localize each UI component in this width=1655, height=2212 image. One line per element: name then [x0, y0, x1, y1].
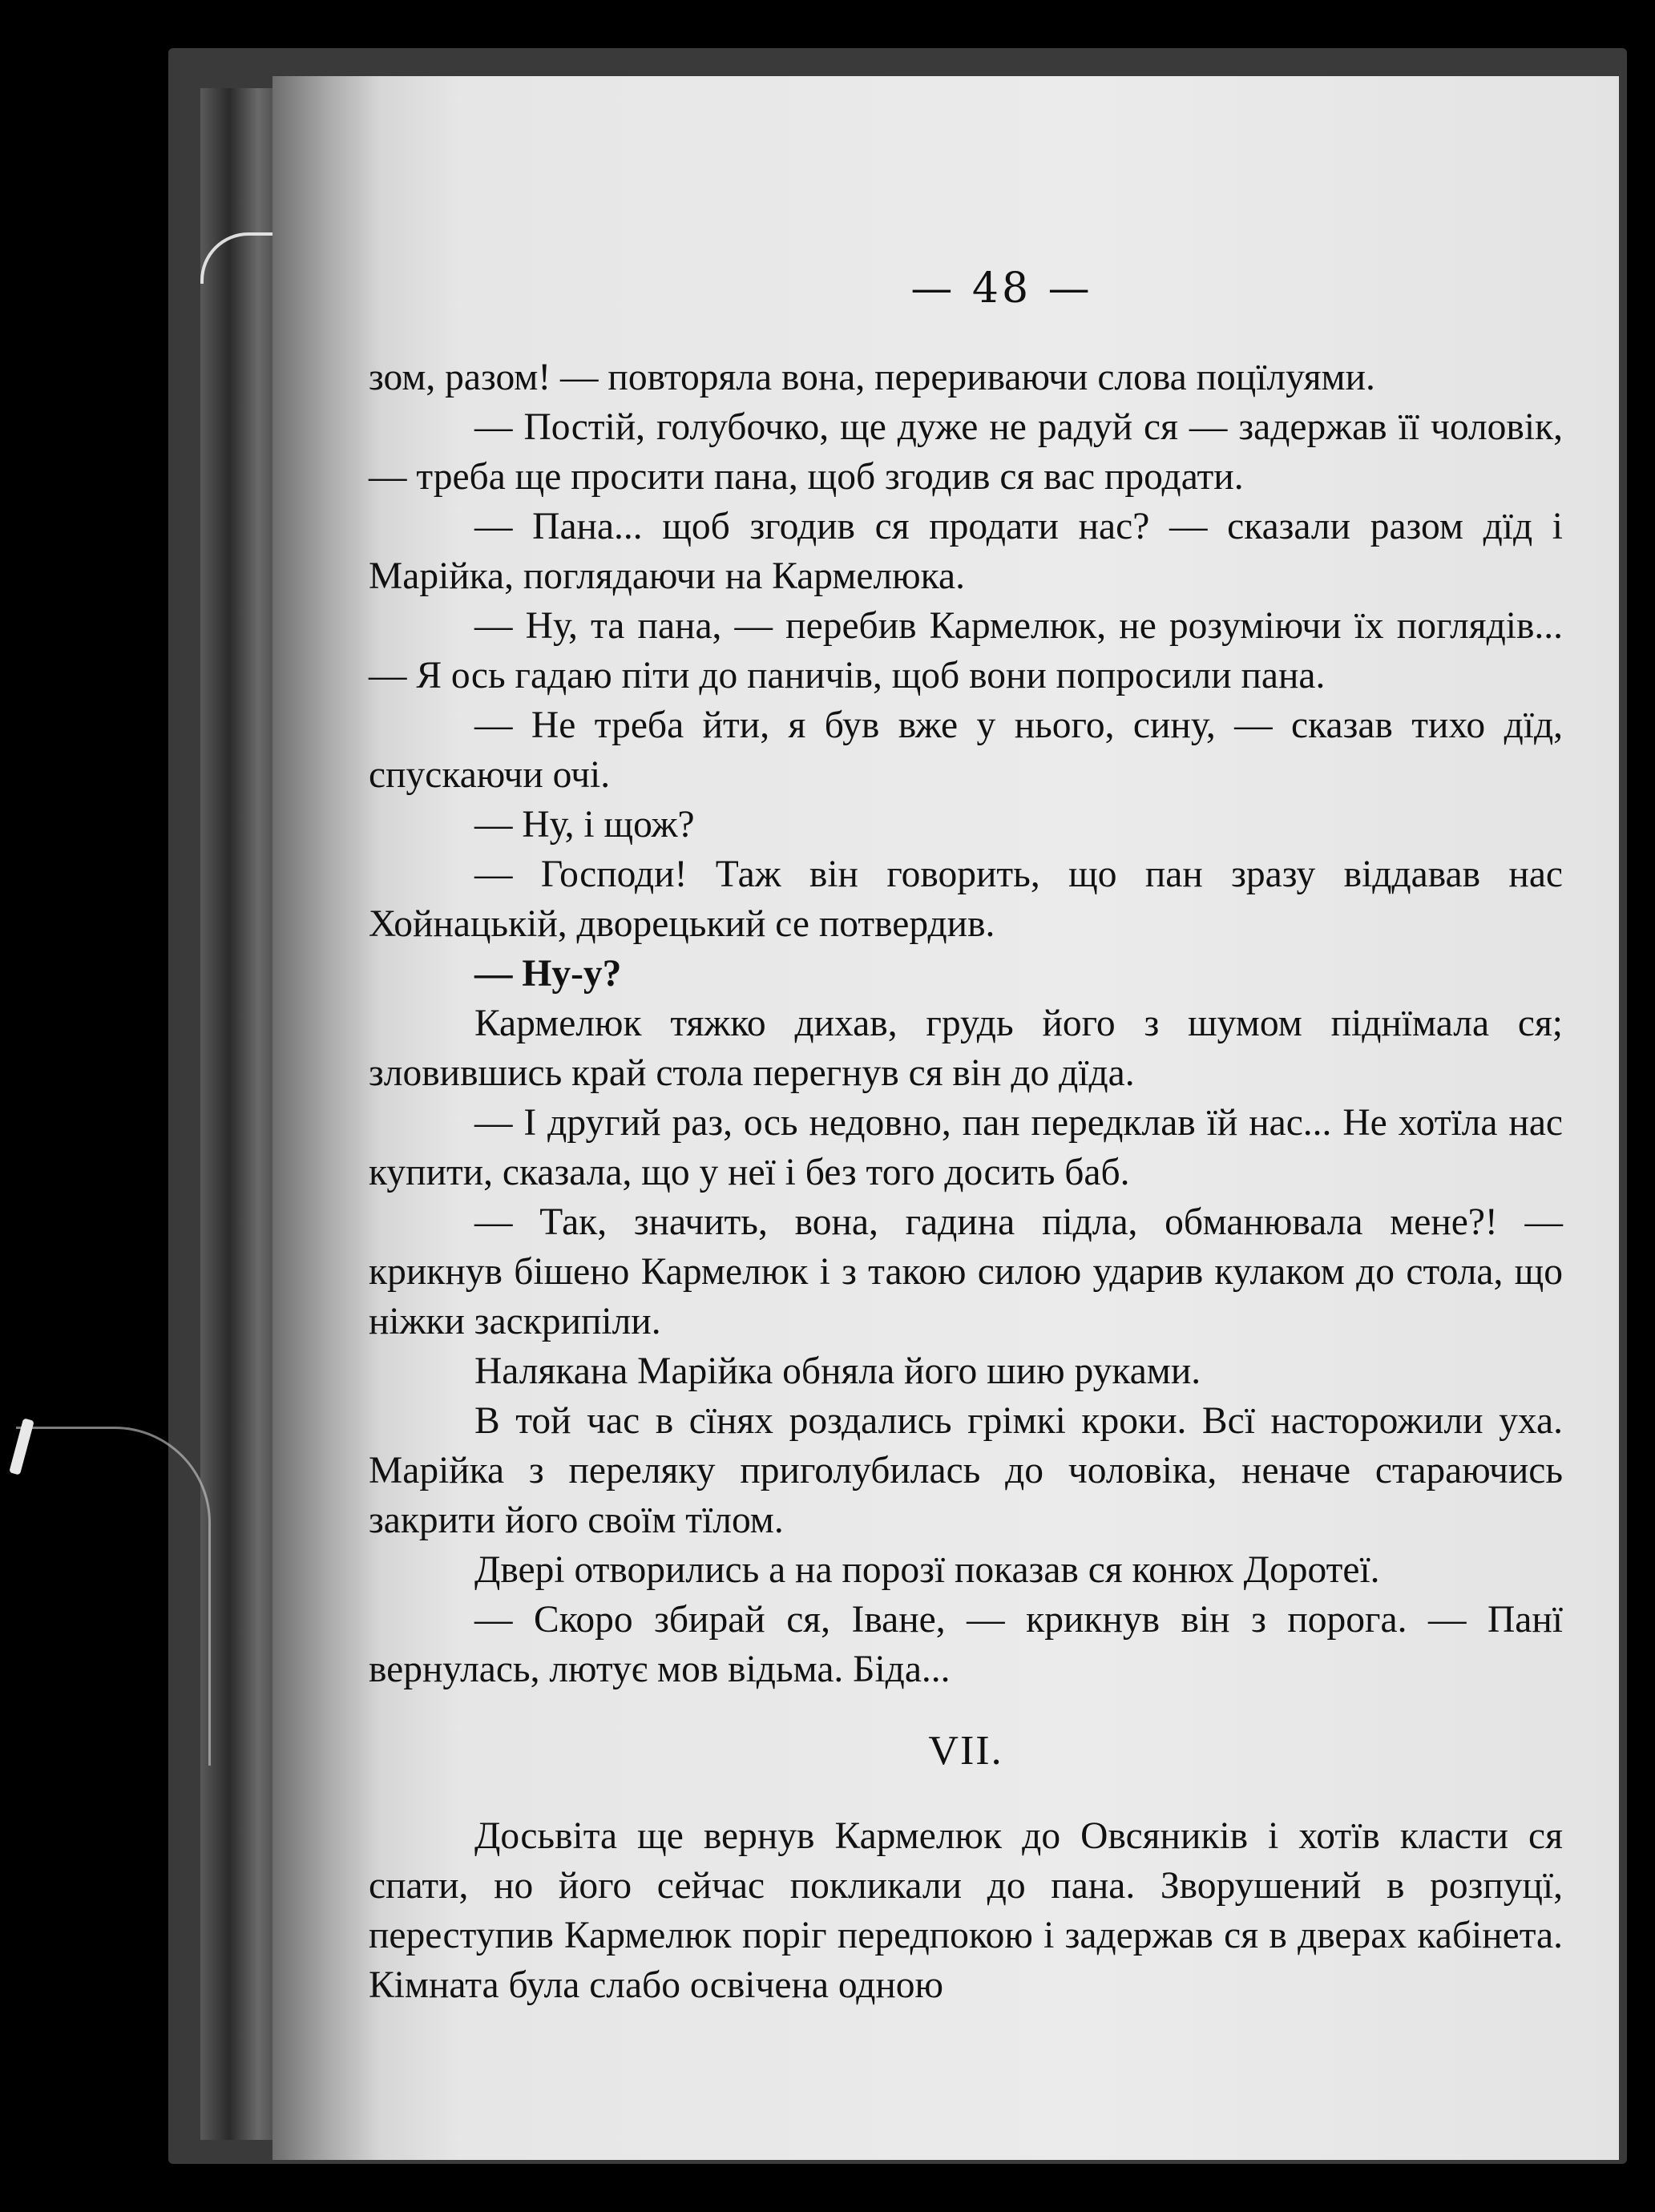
- chapter-paragraph-group: [369, 1811, 1563, 2010]
- text-body: [369, 353, 1563, 2010]
- paragraph: Налякана Марійка обняла його шию руками.: [474, 1350, 1201, 1392]
- paragraph: — Так, значить, вона, гадина підла, обманювала мене?! — крикнув бішено Кармелюк і з такою силою ударив кулаком до стола, що ніжки заскрипіли.: [369, 1201, 1563, 1342]
- paragraph: Кармелюк тяжко дихав, грудь його з шумом піднїмала ся; зловившись край стола перегнув ся він до дїда.: [369, 1003, 1563, 1094]
- paragraph: — Пана... щоб згодив ся продати нас? — сказали разом дїд і Марійка, поглядаючи на Кармелюка.: [369, 506, 1563, 597]
- paragraph: — Постій, голубочко, ще дуже не радуй ся — задержав її чоловік, — треба ще просити пана, щоб згодив ся вас продати.: [369, 406, 1563, 498]
- paragraph-group: [369, 353, 1563, 1694]
- paragraph: — Ну, і щож?: [474, 804, 695, 846]
- paragraph: Двері отворились а на порозї показав ся конюх Доротеї.: [474, 1549, 1380, 1591]
- paragraph: Досьвіта ще вернув Кармелюк до Овсяників і хотїв класти ся спати, но його сейчас покликали до пана. Зворушений в розпуцї, переступив Кармелюк поріг передпокою і задержав ся в дверах кабінета. Кімната була слабо освічена одною: [369, 1815, 1563, 2006]
- paragraph: — Господи! Таж він говорить, що пан зразу віддавав нас Хойнацькій, дворецький се потвердив.: [369, 854, 1563, 945]
- paragraph: зом, разом! — повторяла вона, перериваючи слова поцїлуями.: [369, 357, 1375, 398]
- paragraph: — Скоро збирай ся, Іване, — крикнув він з порога. — Панї вернулась, лютує мов відьма. Біда...: [369, 1599, 1563, 1690]
- paragraph: — Ну-у?: [474, 953, 622, 995]
- paragraph: — Не треба йти, я був вже у нього, сину, — сказав тихо дїд, спускаючи очі.: [369, 704, 1563, 796]
- page-sheet: [272, 76, 1619, 2160]
- chapter-heading: VII.: [928, 1728, 1003, 1774]
- paragraph: — І другий раз, ось недовно, пан передклав їй нас... Не хотїла нас купити, сказала, що у неї і без того досить баб.: [369, 1102, 1563, 1193]
- paragraph: В той час в сїнях роздались грімкі кроки. Всї насторожили уха. Марійка з переляку приголубилась до чоловіка, неначе стараючись закрити його своїм тїлом.: [369, 1400, 1563, 1541]
- paragraph: — Ну, та пана, — перебив Кармелюк, не розуміючи їх поглядів... — Я ось гадаю піти до паничів, щоб вони попросили пана.: [369, 605, 1563, 696]
- thread-loop: [16, 1427, 211, 1766]
- page-number: — 48 —: [910, 264, 1093, 313]
